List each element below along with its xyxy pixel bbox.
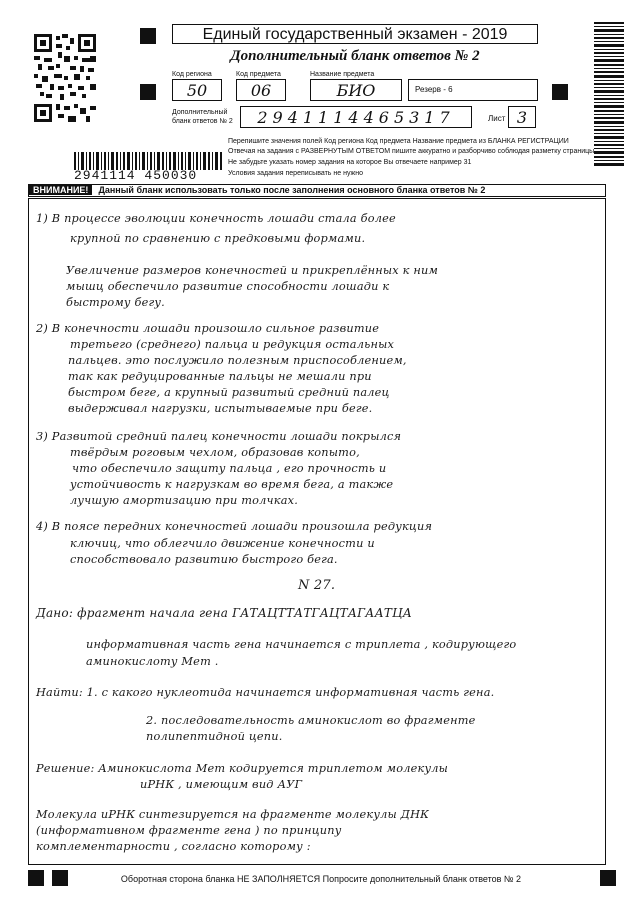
answer-line: третьего (среднего) пальца и редукция остальных [70,338,395,351]
answer-line: ключиц, что облегчило движение конечности и [70,537,375,550]
answer-line: Дано: фрагмент начала гена ГАТАЦТТАТГАЦТАГААТЦА [36,606,413,620]
answer-line: Увеличение размеров конечностей и прикреплённых к ним [66,264,439,277]
region-code-label: Код региона [172,71,212,78]
answer-line: Найти: 1. с какого нуклеотида начинается информативная часть гена. [36,686,495,699]
answer-line: иРНК , имеющим вид АУГ [140,778,303,791]
sheet-number-field: 3 [508,106,536,128]
note-line-4: Условия задания переписывать не нужно [228,170,363,177]
footer-note: Оборотная сторона бланка НЕ ЗАПОЛНЯЕТСЯ Попросите дополнительный бланк ответов № 2 [120,874,522,884]
extra-form-number-field: 2941114465317 [240,106,472,128]
note-line-1: Перепишите значения полей Код региона Код предмета Название предмета из БЛАНКА РЕГИСТРАЦИИ [228,138,569,145]
region-code-field: 50 [172,79,222,101]
answer-line: быстром беге, а крупный развитый средний палец [68,386,390,399]
barcode-number: 2941114 450030 [74,168,198,183]
warning-bar [28,184,606,197]
answer-line: быстрому бегу. [66,296,165,309]
answer-line: лучшую амортизацию при толчках. [70,494,299,507]
answer-line: устойчивость к нагрузкам во время бега, а также [70,478,394,491]
extra-form-label: Дополнительный бланк ответов № 2 [172,109,233,125]
answer-line: 4) В поясе передних конечностей лошади произошла редукция [36,520,433,533]
answer-line: 3) Развитой средний палец конечности лошади покрылся [36,430,402,443]
answer-line: (информативном фрагменте гена ) по принципу [36,824,342,837]
answer-line: полипептидной цепи. [146,730,283,743]
registration-marker [140,28,156,44]
answer-line: информативная часть гена начинается с триплета , кодирующего [86,638,517,651]
registration-marker [552,84,568,100]
answer-line: мышц обеспечило развитие способности лошади к [66,280,390,293]
answer-line: комплементарности , согласно которому : [36,840,311,853]
qr-code-icon [34,34,96,122]
answer-line: N 27. [298,578,336,593]
answer-line: выдерживал нагрузки, испытываемые при беге. [68,402,373,415]
answer-line: Молекула иРНК синтезируется на фрагменте молекулы ДНК [36,808,430,821]
warning-text: Данный бланк использовать только после заполнения основного бланка ответов № 2 [98,185,486,195]
answer-line: так как редуцированные пальцы не мешали при [68,370,372,383]
subject-code-label: Код предмета [236,71,281,78]
warning-label: ВНИМАНИЕ! [29,185,92,195]
answer-line: 2) В конечности лошади произошло сильное развитие [36,322,380,335]
note-line-2: Отвечая на задания с РАЗВЕРНУТЫМ ОТВЕТОМ пишите аккуратно и разборчиво соблюдая разметку страницы [228,148,595,155]
answer-line: аминокислоту Мет . [86,655,219,668]
answer-line: крупной по сравнению с предковыми формами. [70,232,366,245]
answer-line: 1) В процессе эволюции конечность лошади стала более [36,212,396,225]
form-name: Дополнительный бланк ответов № 2 [230,48,480,64]
subject-name-field: БИО [310,79,402,101]
answer-line: Решение: Аминокислота Мет кодируется триплетом молекулы [36,762,448,775]
answer-line: твёрдым роговым чехлом, образовав копыто, [70,446,360,459]
answer-line: способствовало развитию быстрого бега. [70,553,338,566]
answer-line: 2. последовательность аминокислот во фрагменте [146,714,476,727]
answer-line: пальцев. это послужило полезным приспособлением, [68,354,407,367]
sheet-label: Лист [488,114,506,123]
subject-name-label: Название предмета [310,71,375,78]
reserve-field: Резерв - 6 [408,79,538,101]
vertical-barcode-icon [594,22,624,167]
exam-title: Единый государственный экзамен - 2019 [172,24,538,44]
answer-line: что обеспечило защиту пальца , его прочность и [72,462,387,475]
subject-code-field: 06 [236,79,286,101]
note-line-3: Не забудьте указать номер задания на которое Вы отвечаете например 31 [228,159,472,166]
registration-marker [140,84,156,100]
